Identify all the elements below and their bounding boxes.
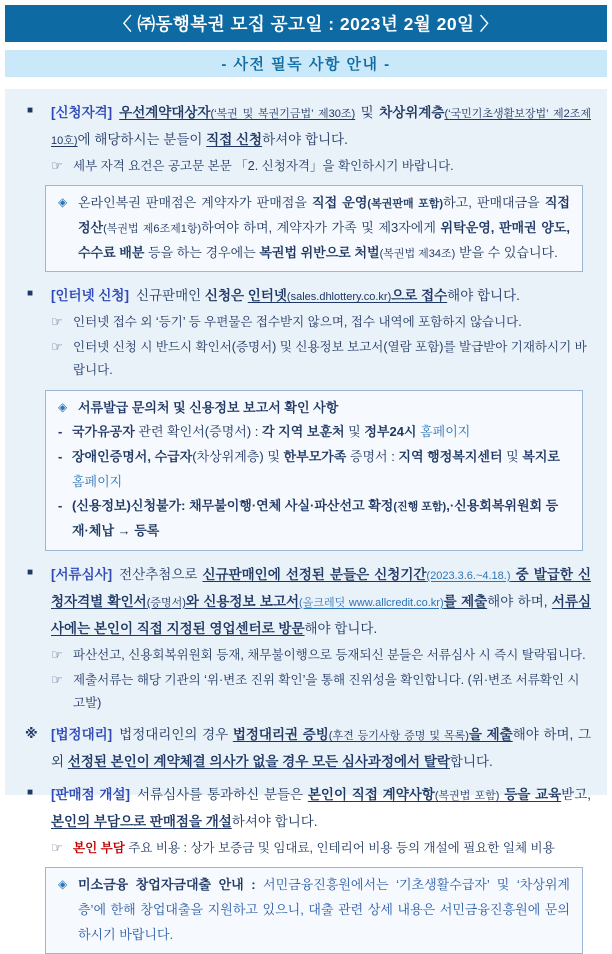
notice-box-paragraph <box>58 873 570 947</box>
note-text: 인터넷 접수 외 ‘등기’ 등 우편물은 접수받지 않으며, 접수 내역에 포함하지 않습니다. <box>73 315 522 330</box>
section-legal-representative <box>21 721 591 775</box>
dash-bullet: - <box>58 424 63 440</box>
text-segment: 홈페이지 <box>72 473 123 489</box>
text-segment: 및 <box>344 424 365 440</box>
text-segment: 으로 접수 <box>391 288 448 304</box>
section-qualification-label: [신청자격] <box>51 105 113 120</box>
text-segment: 위탁운영, 판매권 양도, 수수료 배분 <box>78 219 570 260</box>
text-segment: (증명서) <box>146 596 186 609</box>
text-segment: (‘국민기초생활보장법’ 제2조제10호) <box>51 108 592 147</box>
header-band <box>5 5 607 42</box>
dash-bullet: - <box>58 448 63 464</box>
pointing-hand-icon: ☞ <box>51 646 63 662</box>
square-bullet-icon: ■ <box>27 288 34 300</box>
text-segment: 받고, <box>561 787 592 803</box>
pointing-hand-icon: ☞ <box>51 840 63 856</box>
text-segment: (신용정보)신청불가: 채무불이행·연체 사실·파산선고 확정 <box>72 498 394 514</box>
text-segment: 복권법 위반으로 처벌 <box>259 244 380 260</box>
document-info-line <box>58 445 570 494</box>
text-segment: 한부모가족 <box>283 448 347 464</box>
text-segment: (진행 포함) <box>393 501 447 514</box>
pointing-hand-icon: ☞ <box>51 671 63 687</box>
reference-mark-icon: ※ <box>25 726 38 742</box>
text-segment: 해야 합니다. <box>304 620 378 636</box>
note-internet-2 <box>21 336 591 382</box>
loan-notice-text: 서민금융진흥원에서는 ‘기초생활수급자’ 및 ‘차상위계층’에 한해 창업대출을 지원하고 있으니, 대출 관련 상세 내용은 서민금융진흥원에 문의하시기 바랍니다. <box>78 877 570 942</box>
dash-bullet: - <box>58 498 63 514</box>
text-segment: 중 발급한 신청자격별 확인서 <box>51 566 591 609</box>
notice-box-operation <box>45 185 583 272</box>
text-segment: 장애인증명서, 수급자 <box>72 448 193 464</box>
text-segment: (복권법 제34조) <box>379 247 456 260</box>
text-segment: 선정된 본인이 계약체결 의사가 없을 경우 모든 심사과정에서 탈락 <box>67 754 450 770</box>
square-bullet-icon: ■ <box>27 105 34 116</box>
section-internet-label: [인터넷 신청] <box>51 288 129 304</box>
document-page <box>0 5 612 942</box>
website-url-text: (sales.dhlottery.co.kr) <box>286 291 392 304</box>
text-segment: (복권법 제6조제1항) <box>103 222 202 235</box>
text-segment: 직접 운영 <box>312 195 368 211</box>
text-segment: (복권법 포함) <box>434 790 500 803</box>
section-internet-application <box>21 282 591 309</box>
website-url-text: (올크레딧 www.allcredit.co.kr) <box>299 596 444 609</box>
text-segment: 온라인복권 판매점은 계약자가 판매점을 <box>78 195 313 211</box>
text-segment: 서류심사를 통과하신 분들은 <box>137 787 308 803</box>
note-text: 인터넷 신청 시 반드시 확인서(증명서) 및 신용정보 보고서(열람 포함)를 발급받아 기재하시기 바랍니다. <box>73 340 587 378</box>
text-segment: 정부24시 <box>364 424 417 440</box>
section-store-opening <box>21 781 591 835</box>
text-segment: 하여야 하며, 계약자가 가족 및 제3자에게 <box>201 219 441 235</box>
text-segment: 해야 합니다. <box>447 288 520 304</box>
pointing-hand-icon: ☞ <box>51 339 63 355</box>
text-segment: (‘복권 및 복권기금법’ 제30조) <box>210 108 356 120</box>
text-segment: 홈페이지 <box>416 424 471 440</box>
text-segment: 인터넷 <box>247 288 287 304</box>
text-segment: 신규판매인에 선정된 분들은 신청기간 <box>202 566 427 582</box>
note-text: 파산선고, 신용회복위원회 등재, 채무불이행으로 등재되신 분들은 서류심사 시 즉시 탈락됩니다. <box>73 647 586 662</box>
notice-box-paragraph <box>58 191 570 265</box>
text-segment: 하고, 판매대금을 <box>443 195 545 211</box>
text-segment: 등을 교육 <box>499 787 562 803</box>
text-segment: 지역 행정복지센터 <box>398 448 503 464</box>
document-info-line <box>58 420 570 445</box>
self-cost-highlight: 본인 부담 <box>73 841 125 856</box>
text-segment: 직접 신청 <box>206 132 263 147</box>
text-segment: 각 지역 보훈처 <box>261 424 345 440</box>
note-screening-2 <box>21 669 591 715</box>
text-segment: 받을 수 있습니다. <box>455 244 558 260</box>
diamond-icon: ◈ <box>58 877 68 892</box>
square-bullet-icon: ■ <box>27 787 34 799</box>
text-segment: 를 제출 <box>443 593 488 609</box>
text-segment: 복지로 <box>522 448 560 464</box>
text-segment: 신규판매인 <box>135 288 205 304</box>
text-segment: 본인이 직접 계약사항 <box>307 787 435 803</box>
note-text: 세부 자격 요건은 공고문 본문 「2. 신청자격」을 확인하시기 바랍니다. <box>73 159 454 173</box>
subtitle-band <box>5 50 607 77</box>
text-segment: 해야 하며, <box>487 593 552 609</box>
section-opening-label: [판매점 개설] <box>51 787 130 803</box>
square-bullet-icon: ■ <box>27 566 34 578</box>
note-store-cost <box>21 837 591 860</box>
text-segment: 신용정보 보고서 <box>203 593 300 609</box>
diamond-icon: ◈ <box>58 195 68 210</box>
text-segment: 차상위계층 <box>379 105 445 120</box>
notice-box-documents <box>45 390 583 551</box>
notice-box-title: 서류발급 문의처 및 신용정보 보고서 확인 사항 <box>78 399 339 415</box>
text-segment: 등을 하는 경우에는 <box>144 244 260 260</box>
note-qualification <box>21 155 591 178</box>
text-segment: 전산추첨으로 <box>119 566 203 582</box>
text-segment: 및 <box>355 105 380 120</box>
text-segment: 서류심사에는 본인이 직접 지정된 영업센터로 방문 <box>51 593 591 636</box>
text-segment: 국가유공자 <box>72 424 135 440</box>
notice-box-title-row <box>58 396 570 421</box>
text-segment: 을 제출 <box>468 727 513 743</box>
text-segment: 합니다. <box>449 754 493 770</box>
notice-box-loan <box>45 867 583 954</box>
note-screening-1 <box>21 644 591 667</box>
section-screening-label: [서류심사] <box>51 566 113 582</box>
pointing-hand-icon: ☞ <box>51 314 63 330</box>
text-segment: 와 <box>185 593 204 609</box>
text-segment: 본인의 부담으로 판매점을 개설 <box>51 814 232 830</box>
document-info-line <box>58 494 570 543</box>
text-segment: 법정대리권 증빙 <box>232 727 329 743</box>
text-segment: 하셔야 합니다. <box>231 814 318 830</box>
text-segment: 및 <box>263 448 284 464</box>
text-segment: 우선계약대상자 <box>119 105 211 120</box>
pointing-hand-icon: ☞ <box>51 158 63 173</box>
text-segment: 직접 정산 <box>78 195 570 235</box>
text-segment: 하셔야 합니다. <box>262 132 348 147</box>
text-segment: 증명서 : <box>346 448 399 464</box>
text-segment: 해야 하며, 그 외 <box>51 727 591 770</box>
text-segment: 에 해당하시는 분들이 <box>77 132 207 147</box>
note-internet-1 <box>21 311 591 334</box>
text-segment: 및 <box>502 448 523 464</box>
note-text: 제출서류는 해당 기관의 ‘위·변조 진위 확인’을 통해 진위성을 확인합니다. (위·변조 서류확인 시 고발) <box>73 672 580 710</box>
text-segment: ,·신용회복위원회 등재·체납 → 등록 <box>72 498 559 538</box>
page-title: 〈 ㈜동행복권 모집 공고일 : 2023년 2월 20일 〉 <box>114 14 498 34</box>
text-segment: (복권판매 포함) <box>367 198 444 211</box>
section-legal-label: [법정대리] <box>51 727 113 743</box>
text-segment: 법정대리인의 경우 <box>119 727 233 743</box>
text-segment: (후견 등기사항 증명 및 목록) <box>328 730 469 743</box>
note-text: 주요 비용 : 상가 보증금 및 임대료, 인테리어 비용 등의 개설에 필요한 일체 비용 <box>124 841 555 856</box>
subtitle-text: - 사전 필독 사항 안내 - <box>221 56 391 73</box>
diamond-icon: ◈ <box>58 399 68 414</box>
text-segment: 관련 확인서(증명서) : <box>134 424 262 440</box>
section-qualification <box>21 99 591 153</box>
loan-notice-title: 미소금융 창업자금대출 안내 : <box>78 877 264 893</box>
notice-panel <box>5 89 607 942</box>
section-document-screening <box>21 561 591 642</box>
text-segment: (차상위계층) <box>192 448 264 464</box>
text-segment: 신청은 <box>204 288 248 304</box>
date-range-text: (2023.3.6.~4.18.) <box>426 569 511 582</box>
